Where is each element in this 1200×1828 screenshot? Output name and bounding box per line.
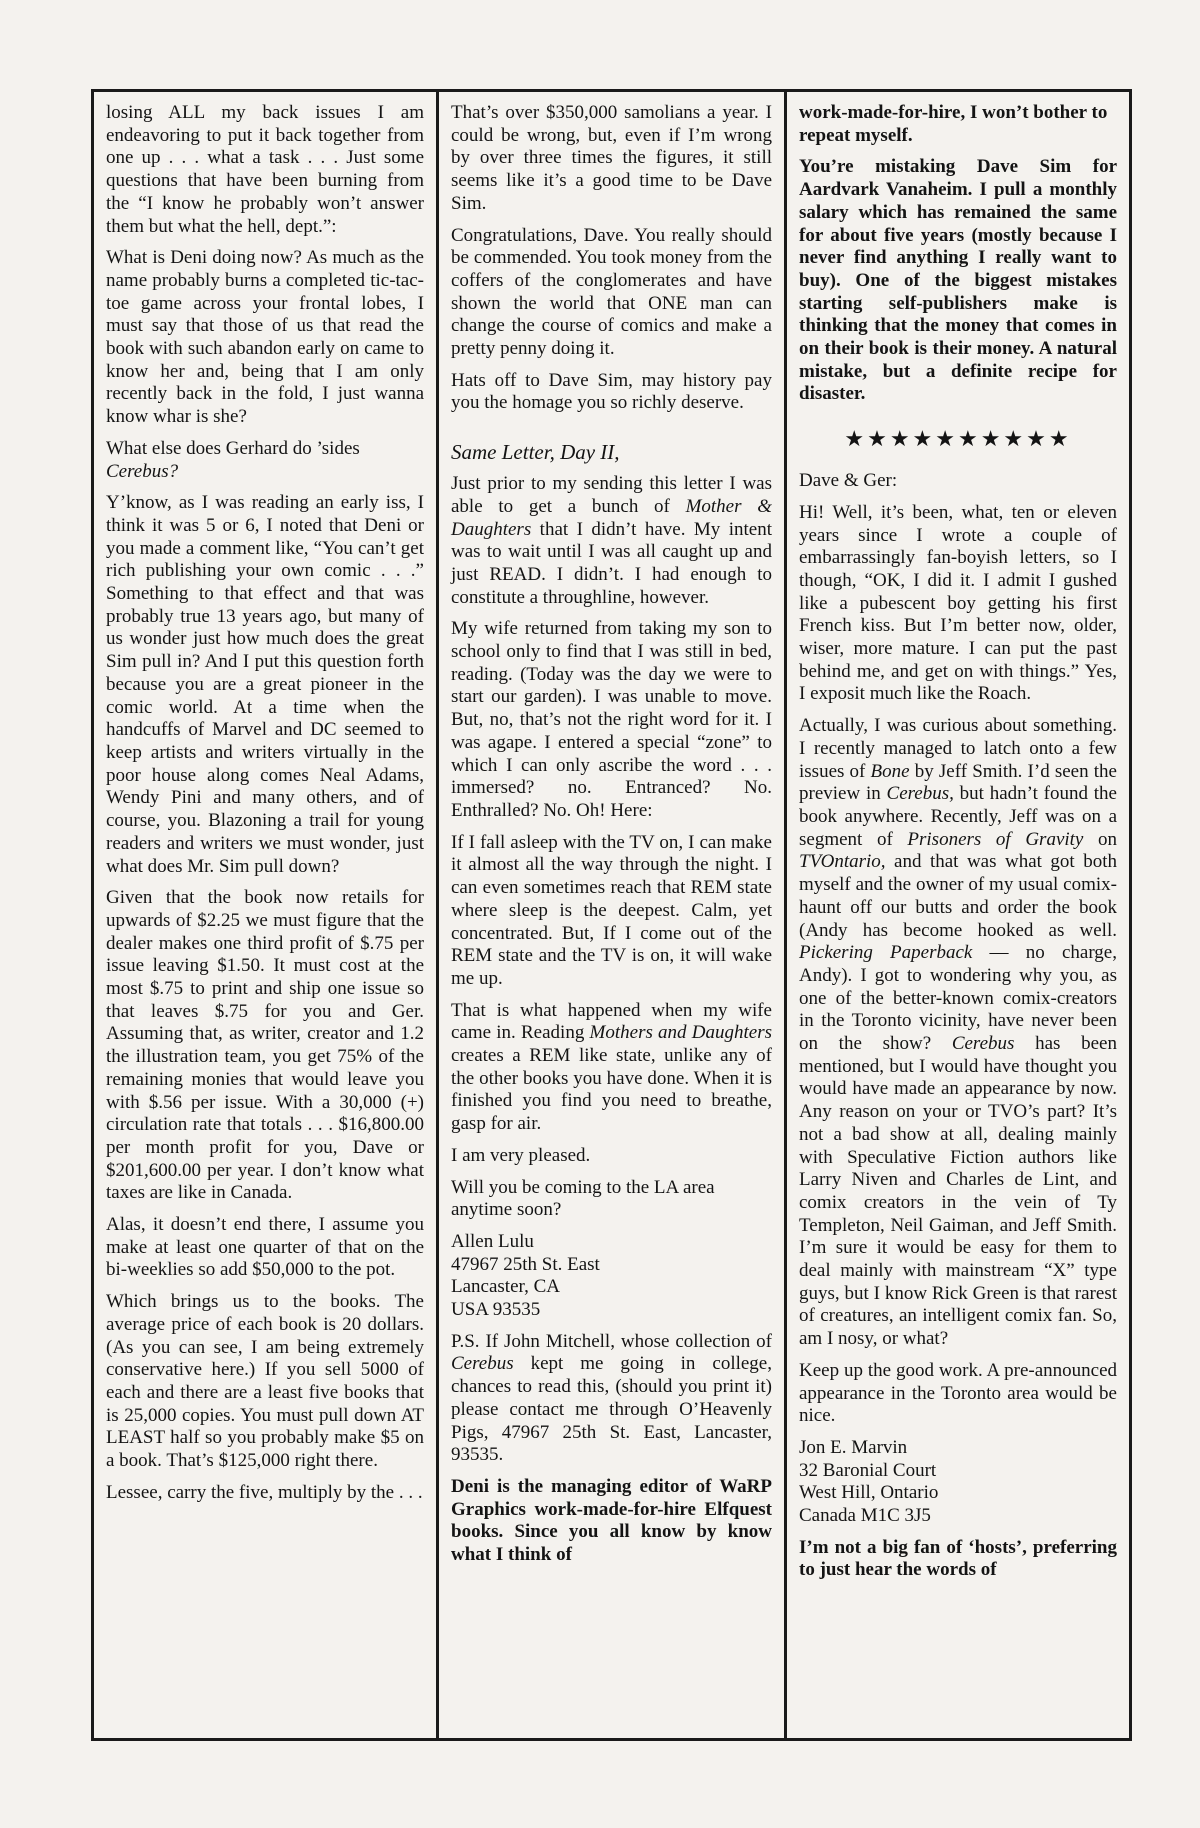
- sender-address: [799, 1437, 1117, 1528]
- address-line: 32 Baronial Court: [799, 1459, 937, 1481]
- letter-text: What else does Gerhard do ’sides: [106, 437, 360, 459]
- letter-paragraph: If I fall asleep with the TV on, I can make it almost all the way through the night. I can even sometimes reach that REM state where sleep is the deepest. Calm, yet concentrated. But, If I come out of the REM state and the TV is on, it will wake me up.: [451, 831, 772, 989]
- sender-address: [451, 1231, 772, 1322]
- letter-paragraph: That’s over $350,000 samolians a year. I could be wrong, but, even if I’m wrong by over three times the figures, it still seems like it’s a good time to be Dave Sim.: [451, 102, 772, 214]
- italic-title: Bone: [870, 760, 910, 782]
- letter-paragraph: I am very pleased.: [451, 1144, 591, 1166]
- letter-paragraph: Congratulations, Dave. You really should be commended. You took money from the coffers of the conglomerates and have shown the world that ONE man can change the course of comics and make a pretty penny doing it.: [451, 224, 772, 360]
- italic-title: Mother & Daughters: [451, 495, 772, 540]
- letter-text: that I didn’t have. My intent was to wait until I was all caught up and just READ. I didn’t. I had enough to constitute a throughline, however.: [451, 518, 772, 608]
- column-middle: [439, 92, 787, 1738]
- letter-paragraph: [106, 438, 424, 483]
- letter-text: That is what happened when my wife came in. Reading: [451, 999, 772, 1044]
- editor-reply: I’m not a big fan of ‘hosts’, preferring to just hear the words of: [799, 1536, 1117, 1581]
- letter-paragraph: My wife returned from taking my son to school only to find that I was still in bed, reading. (Today was the day we were to start our garden). I was unable to move. But, no, that’s not the right word for it. I was agape. I entered a special “zone” to which I can only ascribe the word . . . immersed? no. Entranced? No. Enthralled? No. Oh! Here:: [451, 618, 772, 821]
- letter-paragraph: [451, 473, 772, 609]
- letter-paragraph: [451, 1000, 772, 1136]
- address-line: Jon E. Marvin: [799, 1436, 908, 1458]
- star-divider: ★★★★★★★★★★: [844, 426, 1072, 452]
- letter-text: kept me going in college, chances to read this, (should you print it) please contact me through O’Heavenly Pigs, 47967 25th St. East, Lancaster, 93535.: [451, 1353, 772, 1466]
- letter-paragraph: What is Deni doing now? As much as the name probably burns a completed tic-tac-toe game across your frontal lobes, I must say that those of us that read the book with such abandon early on came to know her and, being that I am only recently back in the fold, I just wanna know whar is she?: [106, 247, 424, 428]
- letter-text: Actually, I was curious about something. I recently managed to latch onto a few issues of: [799, 715, 1117, 782]
- letter-text: has been mentioned, but I would have thought you would have made an appearance by now. Any reason on your or TVO’s part? It’s not a bad show at all, dealing mainly with Speculative Fiction authors like Larry Niven and Charles de Lint, and comix creators in the vein of Ty Templeton, Neil Gaiman, and Jeff Smith. I’m sure it would be easy for them to deal mainly with mainstream “X” type guys, but I know Rick Green is that rarest of creatures, an intelligent comix fan. So, am I nosy, or what?: [799, 1033, 1117, 1350]
- postscript: [451, 1331, 772, 1467]
- letter-paragraph: Will you be coming to the LA area anytime soon?: [451, 1176, 715, 1221]
- page-frame: [91, 89, 1132, 1741]
- letter-paragraph: losing ALL my back issues I am endeavoring to put it back together from one up . . . what a task . . . Just some questions that have been burning from the “I know he probably won’t answer them but what the hell, dept.”:: [106, 102, 424, 237]
- letter-paragraph: Y’know, as I was reading an early iss, I think it was 5 or 6, I noted that Deni or you made a comment like, “You can’t get rich publishing your own comic . . .” Something to that effect and that was probably true 13 years ago, but many of us wonder just how much does the great Sim pull in? And I put this question forth because you are a great pioneer in the comic world. At a time when the handcuffs of Marvel and DC seemed to keep artists and writers virtually in the poor house along comes Neal Adams, Wendy Pini and many others, and of course, you. Blazoning a trail for young readers and writers we must wonder, just what does Mr. Sim pull down?: [106, 492, 424, 877]
- letter-text: creates a REM like state, unlike any of the other books you have done. When it is finished you find you need to breathe, gasp for air.: [451, 1045, 772, 1135]
- address-line: Allen Lulu: [451, 1230, 534, 1252]
- italic-title: Cerebus: [451, 1353, 514, 1375]
- address-line: Lancaster, CA: [451, 1276, 560, 1298]
- letter-paragraph: Keep up the good work. A pre-announced appearance in the Toronto area would be nice.: [799, 1359, 1117, 1427]
- italic-title: Cerebus: [951, 1033, 1015, 1055]
- italic-title: Cerebus?: [106, 460, 179, 482]
- editor-reply: work-made-for-hire, I won’t bother to repeat myself.: [799, 102, 1108, 146]
- letter-text: and that was what got both myself and the owner of my usual comix-haunt off our butts and order the book (Andy has become hooked as well.: [799, 851, 1117, 941]
- letter-text: Just prior to my sending this letter I was able to get a bunch of: [451, 473, 772, 517]
- letter-paragraph: Which brings us to the books. The average price of each book is 20 dollars. (As you can see, I am being extremely conservative here.) If you sell 5000 of each and there are a least five books that is 25,000 copies. You must pull down AT LEAST half so you probably make $5 on a book. That’s $125,000 right there.: [106, 1291, 424, 1472]
- letter-text: P.S. If John Mitchell, whose collection of: [451, 1330, 772, 1352]
- italic-title: Pickering Paperback: [799, 942, 973, 964]
- italic-title: Prisoners of Gravity: [907, 828, 1084, 850]
- italic-title: Cerebus,: [886, 783, 954, 805]
- letter-text: but hadn’t found the book anywhere. Recently, Jeff was on a segment of: [799, 783, 1117, 850]
- column-right: [787, 92, 1129, 1738]
- italic-title: Mothers and Daughters: [589, 1022, 772, 1044]
- letter-text: on: [1083, 828, 1117, 850]
- letter-paragraph: Alas, it doesn’t end there, I assume you make at least one quarter of that on the bi-weeklies so add $50,000 to the pot.: [106, 1214, 424, 1281]
- letter-paragraph: Hats off to Dave Sim, may history pay you the homage you so richly deserve.: [451, 369, 772, 414]
- column-left: [94, 92, 439, 1738]
- letter-text: by Jeff Smith. I’d seen the preview in: [799, 760, 1117, 805]
- section-heading: Same Letter, Day II,: [451, 440, 620, 465]
- letter-greeting: Dave & Ger:: [799, 470, 898, 492]
- address-line: 47967 25th St. East: [451, 1253, 600, 1275]
- letter-text: — no charge, Andy). I got to wondering why you, as one of the better-known comix-creators in the Toronto vicinity, have never been on the show?: [799, 942, 1117, 1055]
- address-line: USA 93535: [451, 1299, 541, 1321]
- editor-reply: You’re mistaking Dave Sim for Aardvark Vanaheim. I pull a monthly salary which has remained the same for about five years (mostly because I never find anything I really want to buy). One of the biggest mistakes starting self-publishers make is thinking that the money that comes in on their book is their money. A natural mistake, but a definite recipe for disaster.: [799, 156, 1117, 405]
- letter-paragraph: Given that the book now retails for upwards of $2.25 we must figure that the dealer makes one third profit of $.75 per issue leaving $1.50. It must cost at the most $.75 to print and ship one issue so that leaves $.75 for you and Ger. Assuming that, as writer, creator and 1.2 the illustration team, you get 75% of the remaining monies that would leave you with $.56 per issue. With a 30,000 (+) circulation rate that totals . . . $16,800.00 per month profit for you, Dave or $201,600.00 per year. I don’t know what taxes are like in Canada.: [106, 887, 424, 1204]
- letter-paragraph: [799, 715, 1117, 1351]
- letter-paragraph: Lessee, carry the five, multiply by the . . .: [106, 1481, 423, 1503]
- italic-title: TVOntario,: [799, 851, 886, 873]
- editor-reply: Deni is the managing editor of WaRP Graphics work-made-for-hire Elfquest books. Since you all know by know what I think of: [451, 1475, 772, 1566]
- address-line: West Hill, Ontario: [799, 1482, 939, 1504]
- letter-paragraph: Hi! Well, it’s been, what, ten or eleven years since I wrote a couple of embarrassingly fan-boyish letters, so I though, “OK, I did it. I admit I gushed like a pubescent boy getting his first French kiss. But I’m better now, older, wiser, more mature. I can put the past behind me, and get on with things.” Yes, I exposit much like the Roach.: [799, 501, 1117, 705]
- address-line: Canada M1C 3J5: [799, 1505, 931, 1527]
